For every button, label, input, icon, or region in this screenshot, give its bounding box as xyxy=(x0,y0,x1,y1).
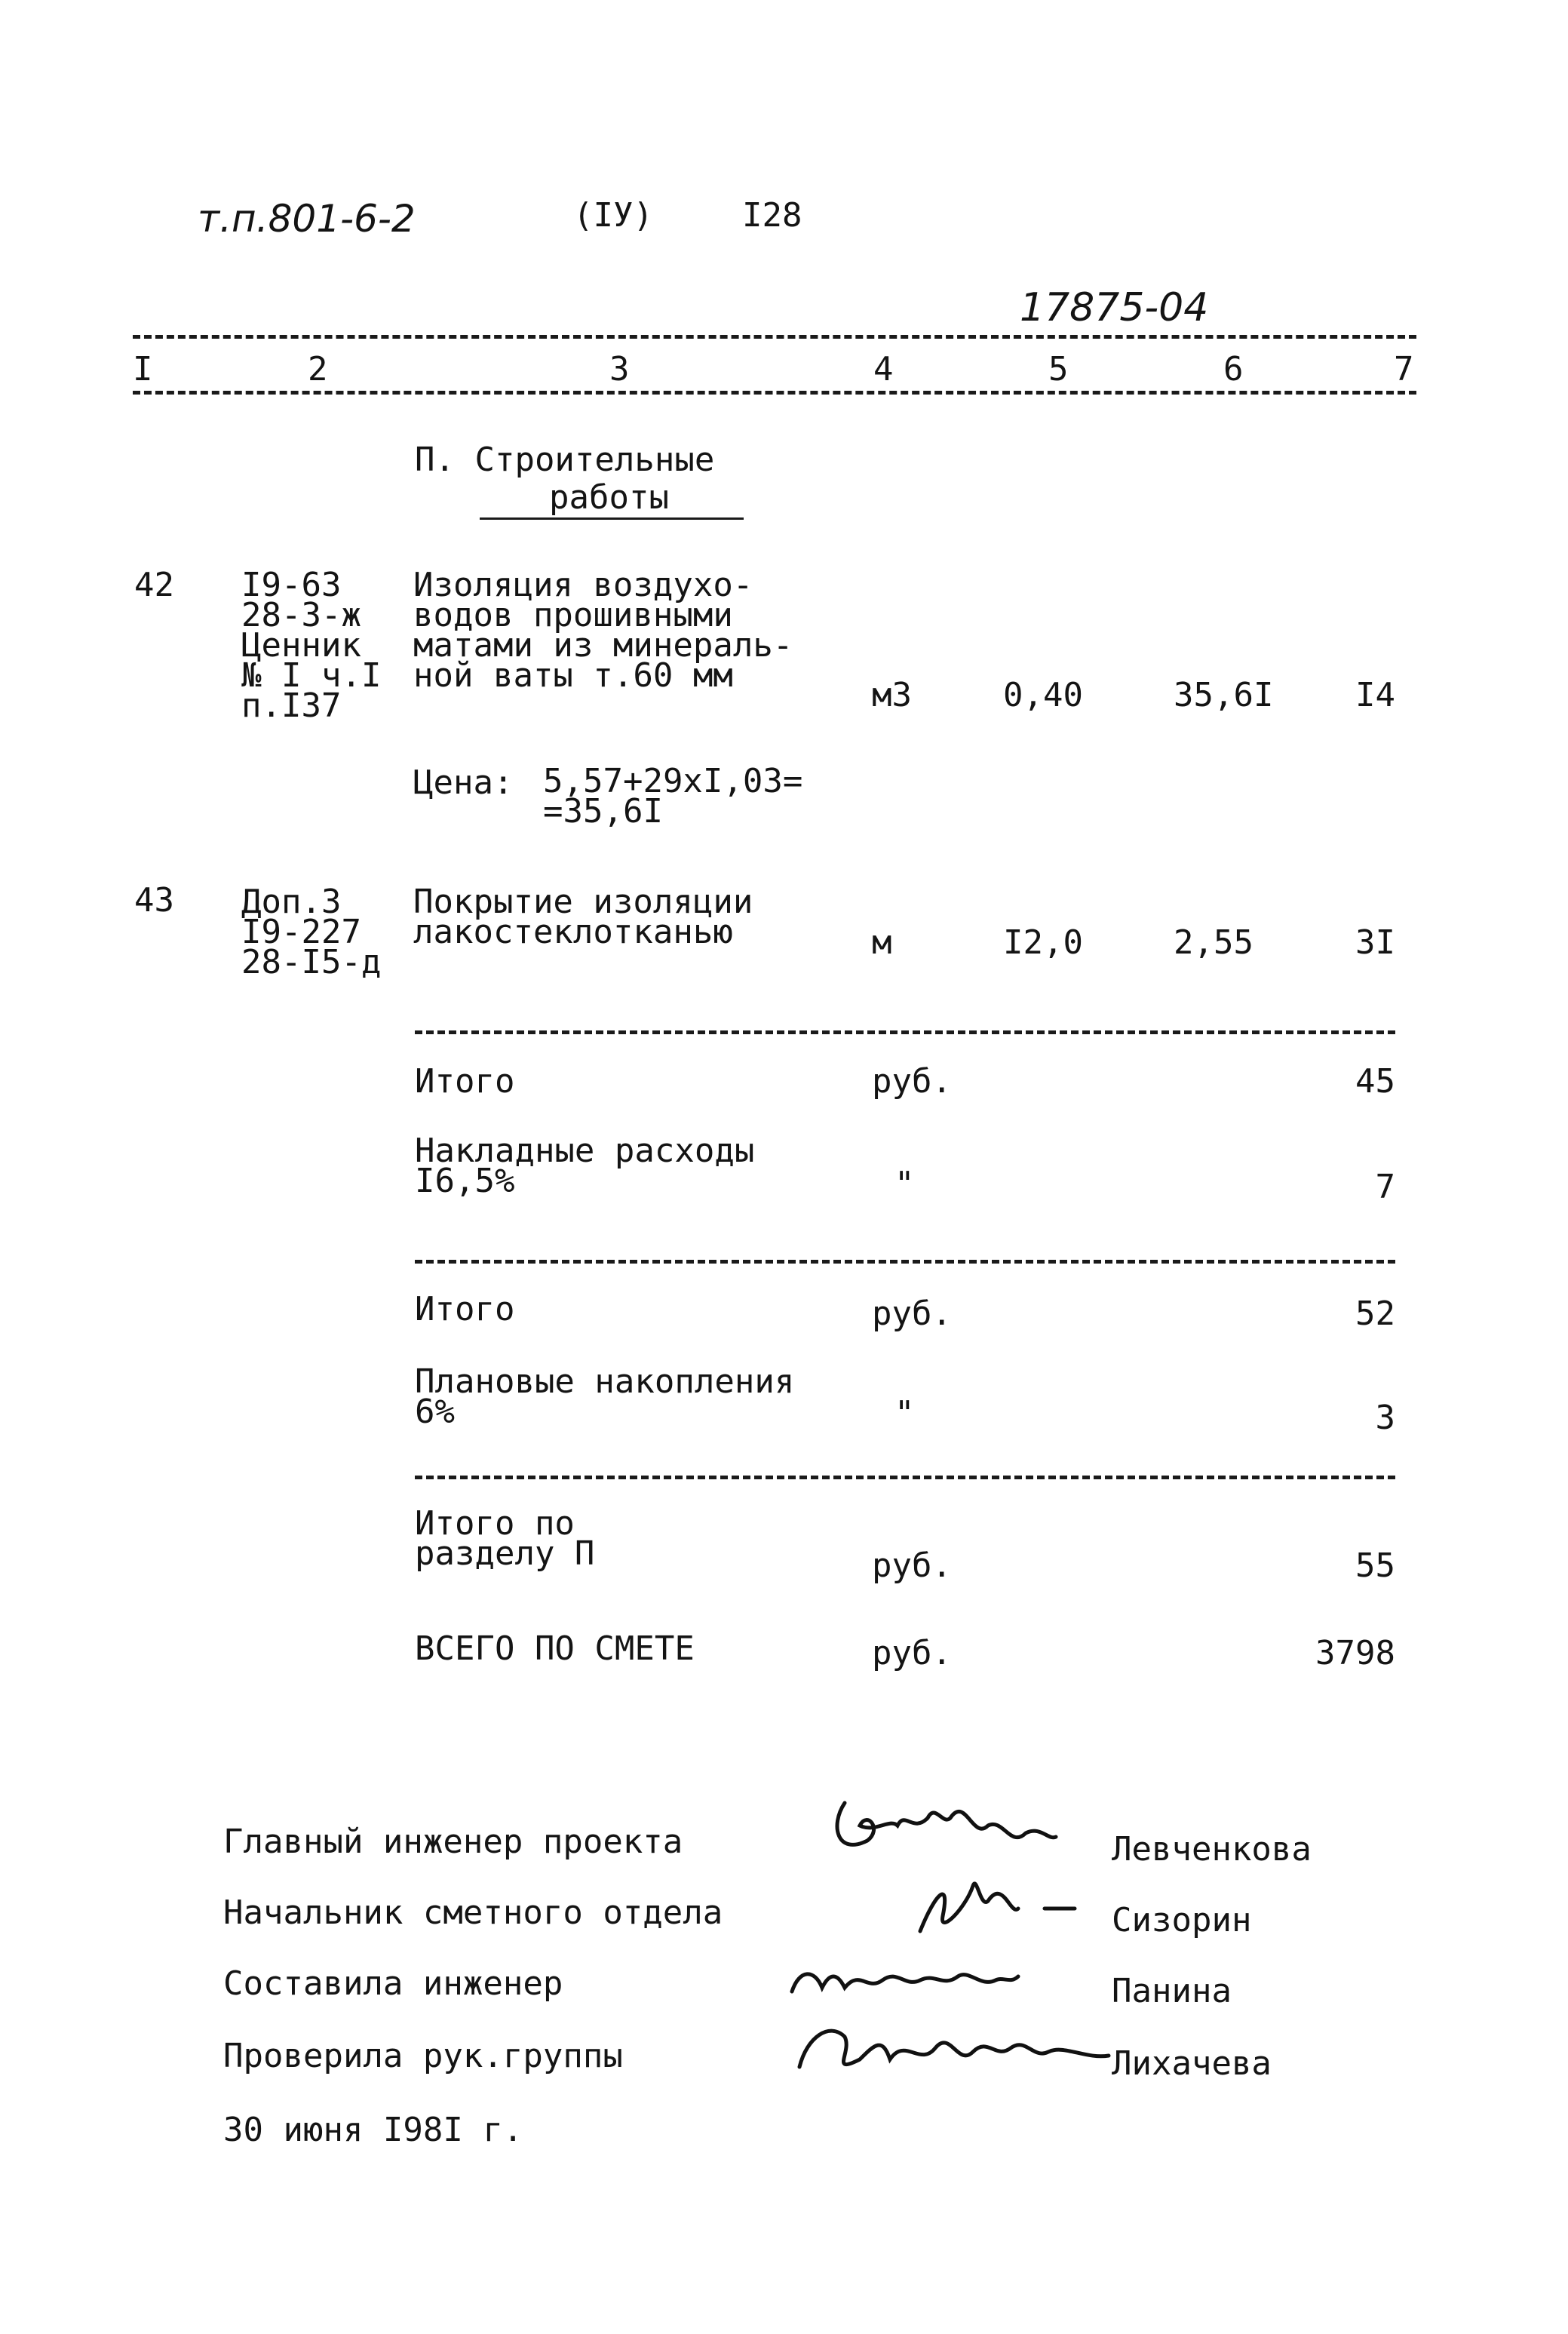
summary-value: 3 xyxy=(1375,1399,1395,1437)
column-number-1: I xyxy=(133,350,153,388)
grand-total-label: ВСЕГО ПО СМЕТЕ xyxy=(415,1629,695,1668)
signature-name: Лихачева xyxy=(1112,2044,1272,2083)
header-bottom-rule xyxy=(133,391,1416,395)
summary-unit: руб. xyxy=(872,1062,952,1101)
unit: м3 xyxy=(872,676,912,714)
signature-role: Главный инженер проекта xyxy=(223,1823,683,1861)
signature-scribble-1 xyxy=(815,1780,1063,1871)
column-number-3: 3 xyxy=(609,350,630,388)
column-number-4: 4 xyxy=(873,350,894,388)
signature-role: Проверила рук.группы xyxy=(223,2037,623,2075)
quantity: I2,0 xyxy=(1003,923,1083,962)
signature-name: Сизорин xyxy=(1112,1901,1252,1939)
column-number-6: 6 xyxy=(1223,350,1244,388)
summary-value: 52 xyxy=(1355,1294,1395,1333)
price-calc-label: Цена: xyxy=(413,763,514,802)
summary-rule xyxy=(415,1260,1395,1264)
section-underline xyxy=(480,517,744,520)
summary-label: Накладные расходы I6,5% xyxy=(415,1132,755,1200)
summary-unit: " xyxy=(894,1394,915,1433)
summary-label: Итого xyxy=(415,1290,515,1328)
grand-total-unit: руб. xyxy=(872,1634,952,1672)
signature-name: Левченкова xyxy=(1112,1830,1312,1869)
summary-value: 7 xyxy=(1375,1168,1395,1206)
quantity: 0,40 xyxy=(1003,676,1083,714)
summary-unit: руб. xyxy=(872,1546,952,1585)
volume-label: (IУ) xyxy=(573,196,653,235)
work-description: Покрытие изоляции лакостеклотканью xyxy=(413,883,753,951)
header-top-rule xyxy=(133,335,1416,339)
row-number: 43 xyxy=(134,881,174,920)
column-number-2: 2 xyxy=(308,350,328,388)
section-title: П. Строительные xyxy=(415,441,715,479)
row-total: I4 xyxy=(1355,676,1395,714)
page-number: I28 xyxy=(742,196,802,235)
column-number-7: 7 xyxy=(1394,350,1414,388)
summary-label: Итого xyxy=(415,1062,515,1101)
unit-price: 2,55 xyxy=(1174,923,1253,962)
summary-label: Итого по разделу П xyxy=(415,1504,595,1573)
summary-unit: " xyxy=(894,1165,915,1203)
summary-value: 45 xyxy=(1355,1062,1395,1101)
work-description: Изоляция воздухо- водов прошивными матами из минераль- ной ваты т.60 мм xyxy=(413,566,793,695)
grand-total-value: 3798 xyxy=(1315,1634,1395,1672)
column-number-5: 5 xyxy=(1048,350,1069,388)
rate-code: I9-63 28-3-ж Ценник № I ч.I п.I37 xyxy=(241,566,382,725)
unit: м xyxy=(872,923,892,962)
signature-name: Панина xyxy=(1112,1972,1232,2010)
document-date: 30 июня I98I г. xyxy=(223,2111,523,2149)
signature-role: Начальник сметного отдела xyxy=(223,1893,723,1932)
signature-scribble-3 xyxy=(784,1946,1041,2007)
section-subtitle: работы xyxy=(549,478,669,517)
rate-code: Доп.3 I9-227 28-I5-д xyxy=(241,883,382,981)
summary-label: Плановые накопления 6% xyxy=(415,1362,795,1431)
row-number: 42 xyxy=(134,566,174,604)
summary-rule xyxy=(415,1476,1395,1479)
project-code: т.п.801-6-2 xyxy=(198,197,416,241)
archive-number: 17875-04 xyxy=(1020,285,1209,330)
signature-role: Составила инженер xyxy=(223,1964,563,2003)
unit-price: 35,6I xyxy=(1174,676,1274,714)
price-calc-formula: 5,57+29хI,03= =35,6I xyxy=(543,762,803,831)
signature-scribble-4 xyxy=(777,2007,1124,2090)
row-total: 3I xyxy=(1355,923,1395,962)
summary-value: 55 xyxy=(1355,1546,1395,1585)
summary-unit: руб. xyxy=(872,1294,952,1333)
signature-scribble-2 xyxy=(905,1863,1086,1946)
summary-rule xyxy=(415,1030,1395,1034)
